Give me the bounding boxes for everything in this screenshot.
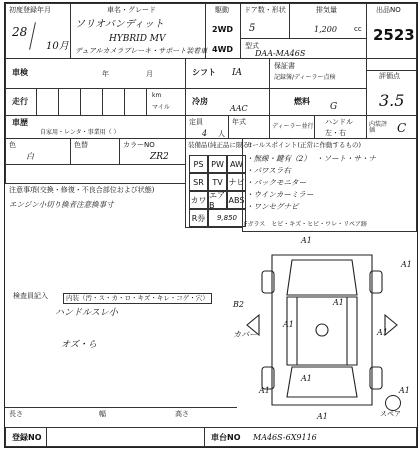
doors-value: 5 [249,23,256,34]
equipment-item: PW [208,155,227,173]
color-no-cell [119,138,186,165]
damage-mark: A1 [399,386,410,395]
equipment-item: ABS [227,191,246,209]
first-reg-month: 10月 [46,41,69,52]
length-label: 長さ [9,410,23,418]
chassis-value: MA46S-6X9116 [253,433,317,442]
inspector-label: 検査員記入 [13,292,48,300]
equipment-item: TV [208,173,227,191]
damage-mark: A1 [317,412,328,421]
damage-mark: A1 [283,320,294,329]
damage-mark: A1 [401,260,412,269]
history-options: 自家用・レンタ・事業用（ ） [40,129,120,136]
capacity-cell [185,115,229,139]
lot-value: 2523 [373,26,415,44]
inspector-options: 内装（汚・ス・カ・ロ・キズ・キレ・コゲ・穴） [63,293,212,304]
color-no-label: カラーNO [123,141,155,149]
ac-cell [185,88,270,116]
equipment-item: R券 [189,209,208,227]
lot-cell [366,3,417,59]
inspection-month-label: 月 [146,70,153,78]
model-type-value: DAA-MA46S [255,49,306,58]
ac-label: 冷房 [192,97,208,106]
note-1: ハンドルスレ小 [55,308,118,318]
model-type-label: 型式 [245,42,259,50]
shift-cell [185,58,270,89]
ac-value: AAC [230,104,248,113]
doors-cell [240,3,290,39]
dealer-label: ディーラー並行 [272,123,314,130]
damage-mark: A1 [301,236,312,245]
equipment-item: PS [189,155,208,173]
handle-cell [314,115,367,139]
mileage-label: 走行 [12,97,28,106]
color-value: 白 [26,152,34,161]
shift-value: IA [232,68,243,78]
capacity-unit: 人 [218,130,225,138]
model-line-3: デュアルカメラブレーキ・サポート装着車 [75,47,208,55]
drive-2wd: 2WD [212,25,234,34]
handle-label: ハンドル [325,118,353,126]
mile-label: マイル [152,104,170,111]
reg-no-cell [5,427,205,447]
first-reg-cell [5,3,71,59]
first-reg-label: 初度登録年月 [9,6,51,14]
score-cell [366,58,417,116]
fuel-cell [269,88,367,116]
drive-4wd: 4WD [212,45,234,54]
auction-sheet [4,2,418,448]
drive-cell [205,3,241,59]
inspection-label: 車検 [12,68,28,77]
doors-label: ドア数・形状 [244,6,286,14]
attention-text: エンジン小切り換者注意換事寸 [9,200,114,209]
spare-label: スペア [380,410,401,418]
chassis-label: 車台NO [211,433,241,442]
capacity-label: 定員 [189,118,203,126]
damage-mark: A1 [377,328,388,337]
first-reg-year: 28 [12,25,28,39]
selling-point: ・ワンセグナビ [246,202,299,211]
model-grade-label: 車名・グレード [107,6,156,14]
width-label: 幅 [99,410,106,418]
damage-mark: A1 [333,298,344,307]
model-line-1: ソリオバンディット [75,19,164,30]
model-grade-cell [70,3,206,59]
equipment-item: AW [227,155,246,173]
damage-mark: カバー [233,330,257,339]
body-color-label: 色替 [74,141,88,149]
interior-value: C [397,121,407,135]
selling-label: セールスポイント(正常に作動するもの) [246,141,361,149]
equipment-item: ナビ [227,173,246,191]
attention-label: 注意事項(交換・修復・不良合部位および状態) [9,186,155,194]
body-color-cell [70,138,120,165]
fuel-value: G [330,102,338,112]
height-label: 高さ [175,410,189,418]
warranty-label: 保証書 [274,62,295,70]
score-value: 3.5 [379,91,405,110]
interior-label: 内装評価 [369,121,388,134]
lot-label: 出品NO [376,6,401,14]
equipment-item: 9,850 [208,209,246,227]
model-type-cell [240,38,367,59]
damage-mark: A1 [259,386,270,395]
interior-cell [366,115,417,139]
selling-point: ・ソート・サ・ナ [316,154,376,163]
history-cell [5,115,186,139]
history-label: 車歴 [12,118,28,127]
dealer-cell [269,115,315,139]
handle-value: 左・右 [325,129,346,137]
spare-icon [385,395,401,411]
color-cell [5,138,71,165]
year-model-cell [228,115,270,139]
equipment-item: エアB [209,191,225,210]
damage-mark: B2 [233,300,244,309]
color-no-value: ZR2 [150,152,169,162]
color-label: 色 [9,141,16,149]
km-label: km [152,92,162,99]
inspection-cell [5,58,186,89]
reg-no-label: 登録NO [12,433,42,442]
warranty-sub: 記録簿/ディーラー点検 [274,74,336,81]
selling-point: ・無線・鍵有（2） [246,154,311,163]
note-2: オズ・ら [61,340,97,350]
damage-mark: A1 [301,374,312,383]
glass-row: Fガラス ヒビ・キズ・ヒビ・ワレ・リペア跡 [244,221,368,228]
shift-label: シフト [192,68,216,77]
capacity-value: 4 [202,129,208,138]
inspection-year-label: 年 [102,70,109,78]
selling-point: ・ウインカーミラー [246,190,314,199]
warranty-cell [269,58,367,89]
selling-point: ・パワスラ右 [246,166,291,175]
displacement-label: 排気量 [316,6,337,14]
equipment-item: カワ [189,191,208,209]
displacement-value: 1,200 [314,25,337,34]
chassis-cell [204,427,417,447]
equipment-label: 装備品(純正品に限る) [188,141,252,149]
model-line-2: HYBRID MV [109,34,166,44]
year-model-label: 年式 [232,118,246,126]
fuel-label: 燃料 [294,97,310,106]
displacement-unit: cc [354,25,362,33]
selling-point: ・バックモニター [246,178,306,187]
drive-label: 駆動 [215,6,229,14]
mileage-cell [5,88,186,116]
displacement-cell [289,3,367,39]
notes-block [5,164,186,184]
equipment-item: SR [189,173,208,191]
score-label: 評価点 [379,72,400,80]
